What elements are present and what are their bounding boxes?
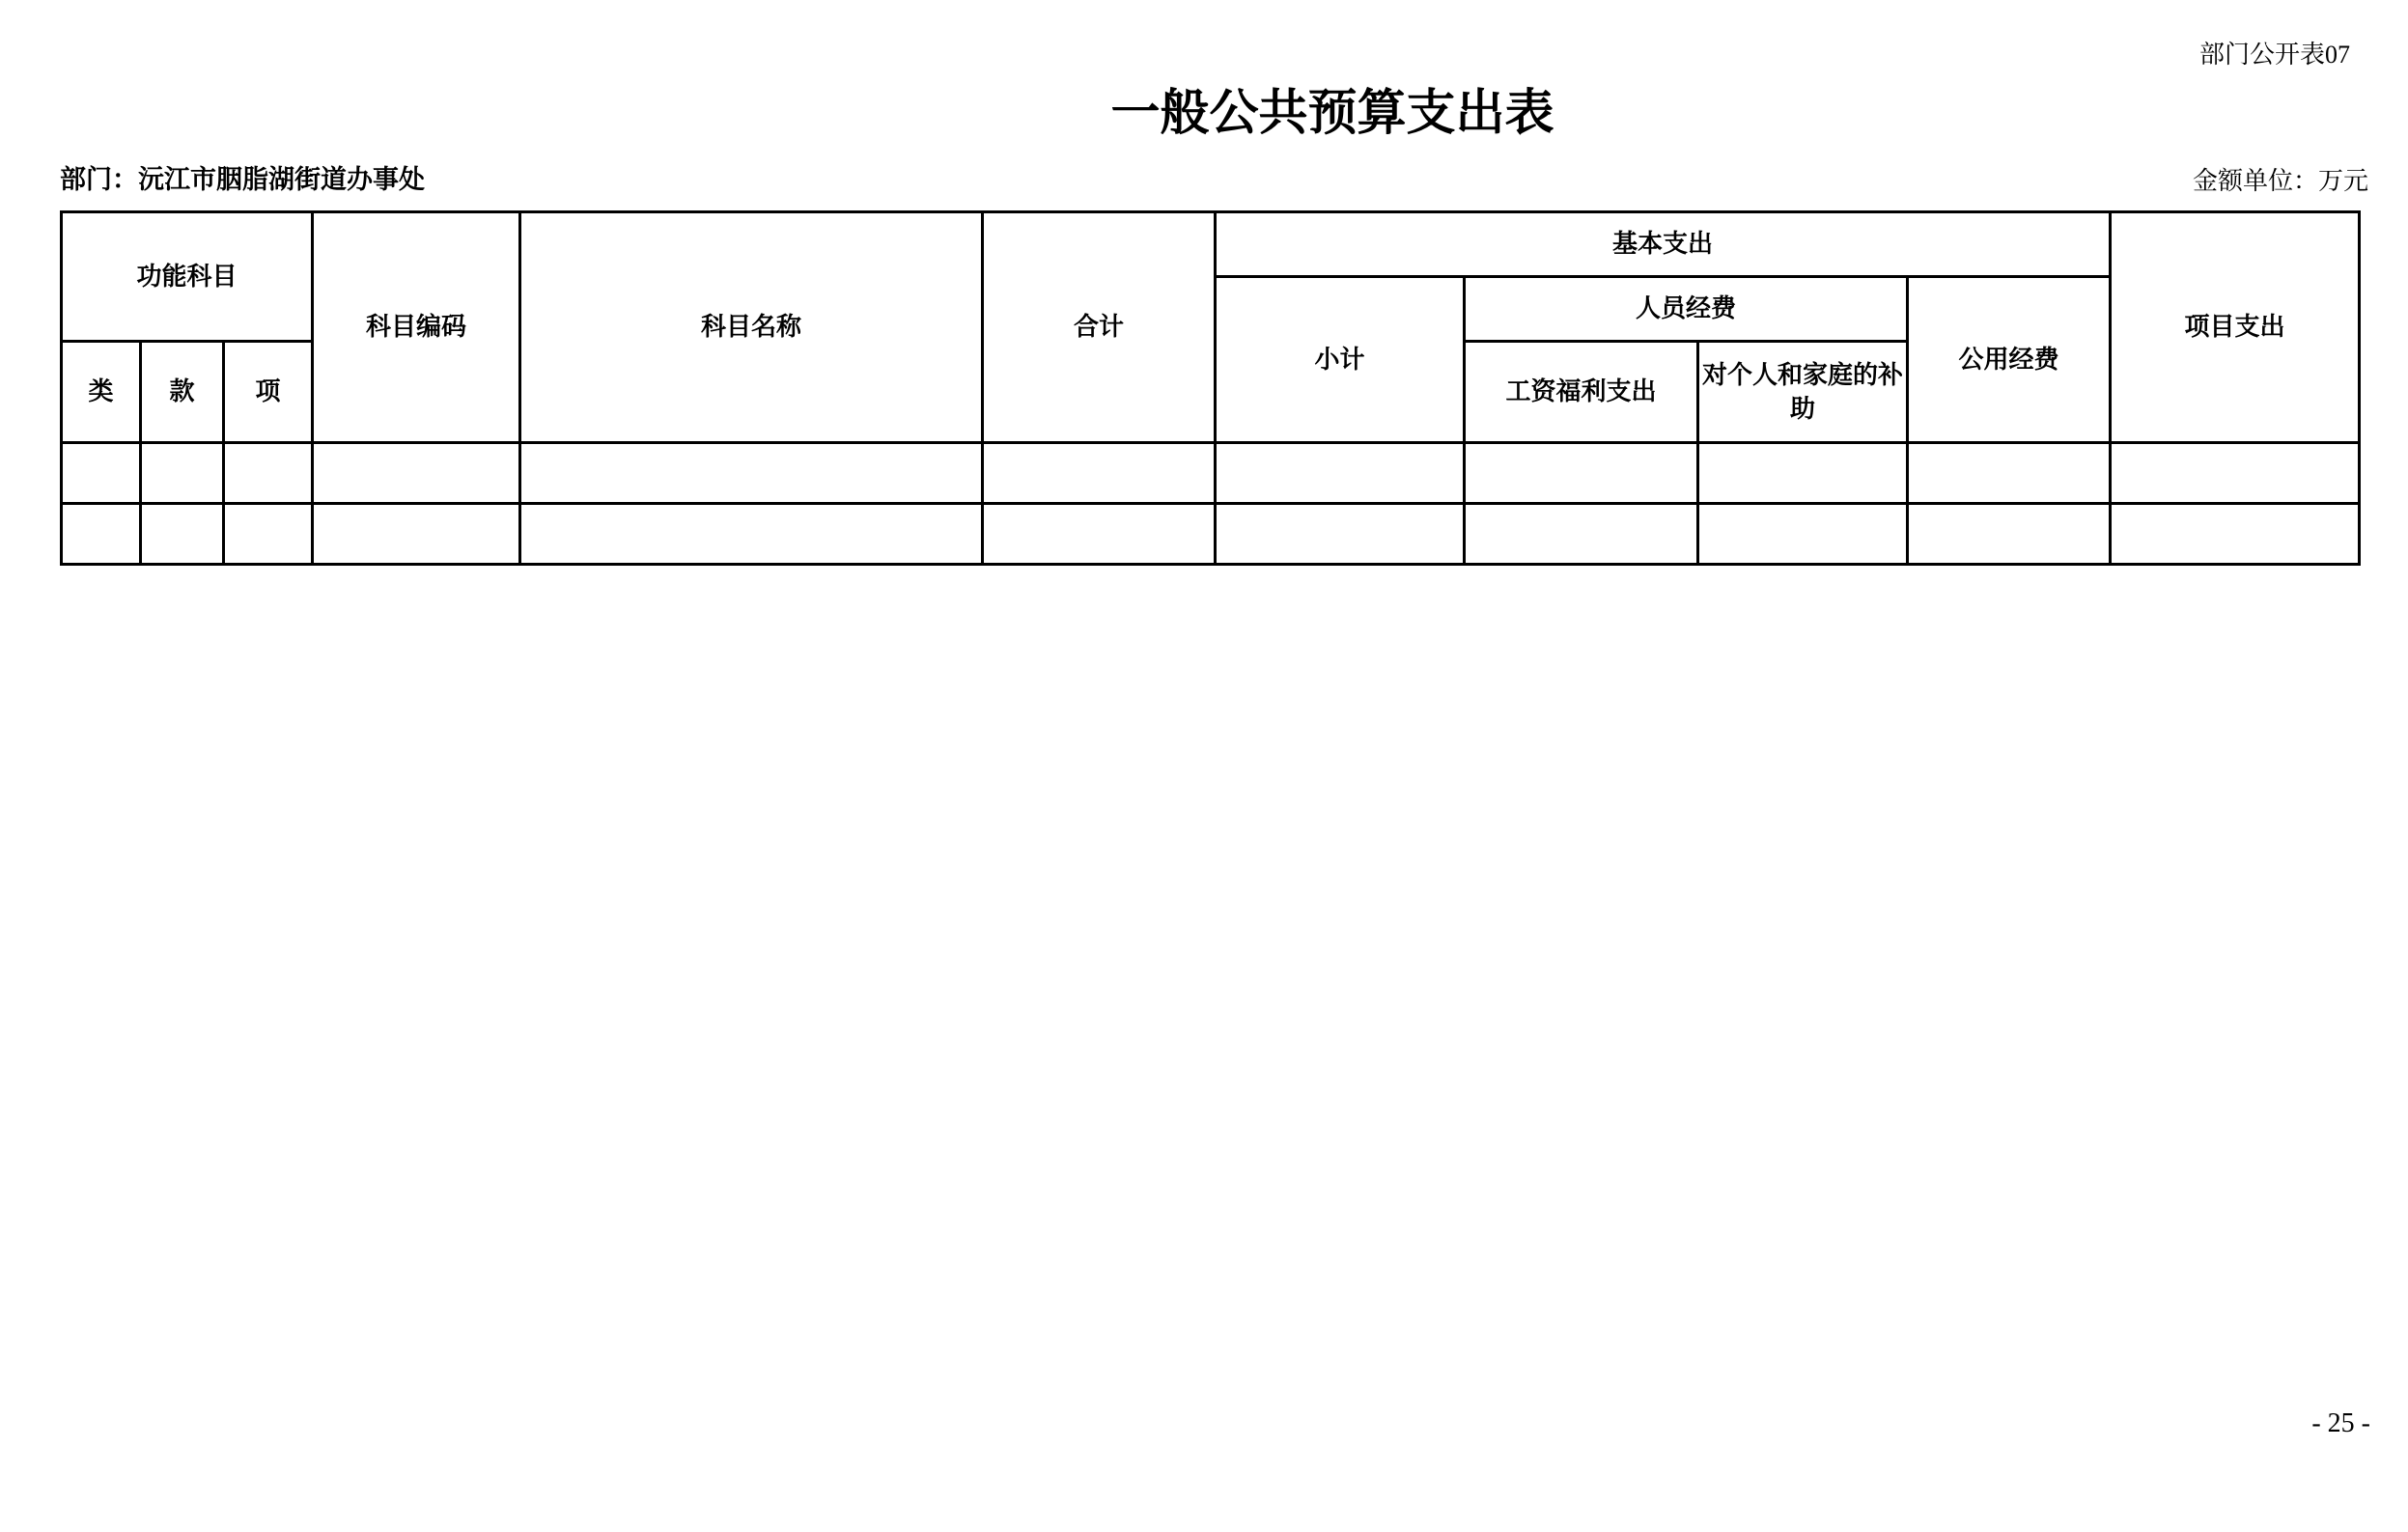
page-title: 一般公共预算支出表 <box>1110 87 1554 141</box>
header-public-funds: 公用经费 <box>1908 277 2111 443</box>
header-section: 款 <box>141 342 224 443</box>
department-label: 部门：沅江市胭脂湖街道办事处 <box>60 165 425 194</box>
table-cell <box>1908 443 2111 504</box>
table-cell <box>1216 504 1465 565</box>
header-subject-name: 科目名称 <box>520 212 983 443</box>
table-cell <box>983 443 1216 504</box>
header-category: 类 <box>62 342 141 443</box>
table-cell <box>62 443 141 504</box>
table-cell <box>1698 443 1908 504</box>
header-personnel-funds: 人员经费 <box>1465 277 1908 342</box>
table-cell <box>62 504 141 565</box>
page-number: - 25 - <box>2311 1408 2370 1438</box>
budget-expenditure-table <box>60 210 2361 566</box>
table-cell <box>141 443 224 504</box>
table-cell <box>1465 443 1698 504</box>
table-body <box>62 443 2360 565</box>
header-individual-family-subsidy: 对个人和家庭的补助 <box>1698 342 1908 443</box>
header-wage-welfare-expenditure: 工资福利支出 <box>1465 342 1698 443</box>
table-cell <box>2111 443 2360 504</box>
amount-unit-label: 金额单位：万元 <box>2192 167 2368 195</box>
table-cell <box>520 504 983 565</box>
table-cell <box>141 504 224 565</box>
header-subject-code: 科目编码 <box>313 212 520 443</box>
table-cell <box>983 504 1216 565</box>
table-cell <box>224 504 313 565</box>
header-functional-subject: 功能科目 <box>62 212 313 342</box>
table-cell <box>224 443 313 504</box>
table-cell <box>2111 504 2360 565</box>
table-cell <box>313 443 520 504</box>
header-project-expenditure: 项目支出 <box>2111 212 2360 443</box>
header-basic-expenditure: 基本支出 <box>1216 212 2111 277</box>
form-number-note: 部门公开表07 <box>2198 41 2350 69</box>
header-subtotal: 小计 <box>1216 277 1465 443</box>
header-total: 合计 <box>983 212 1216 443</box>
table-cell <box>1216 443 1465 504</box>
header-item: 项 <box>224 342 313 443</box>
table-cell <box>1698 504 1908 565</box>
table-cell <box>1908 504 2111 565</box>
table-row <box>62 504 2360 565</box>
table-row <box>62 443 2360 504</box>
table-cell <box>520 443 983 504</box>
table-cell <box>313 504 520 565</box>
table-cell <box>1465 504 1698 565</box>
